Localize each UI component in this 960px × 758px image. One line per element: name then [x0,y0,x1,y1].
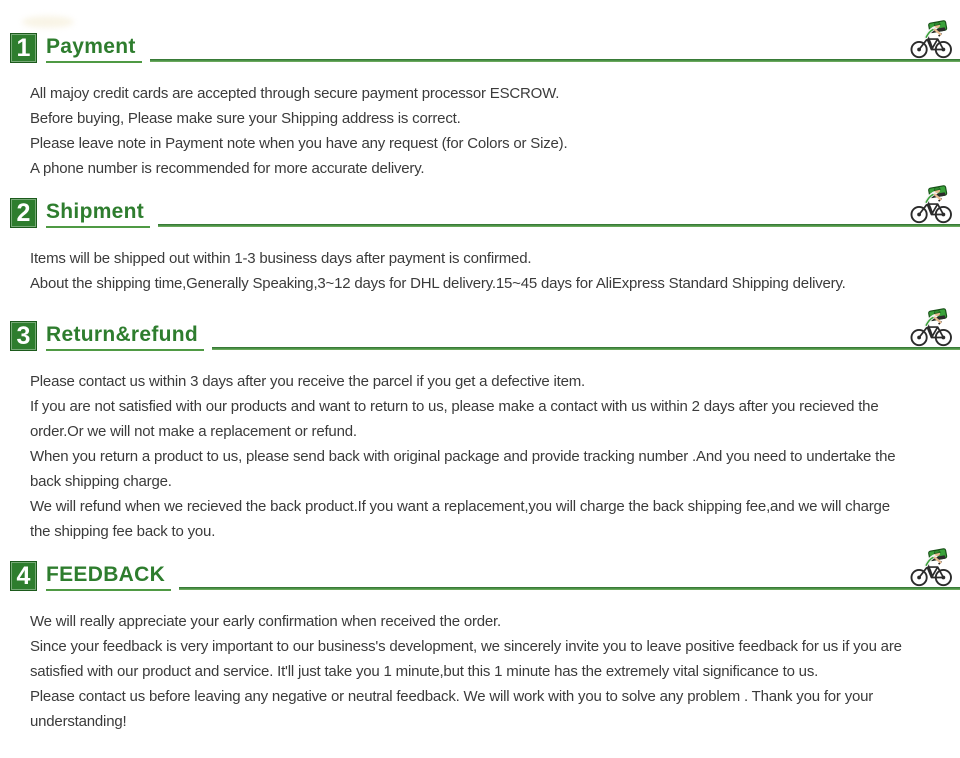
section-divider-rule [179,587,960,590]
section-number-badge: 1 [10,33,37,63]
section-title: Payment [46,35,142,63]
section-return-refund-header [0,321,960,351]
policy-line: Before buying, Please make sure your Shipping address is correct. [30,110,461,127]
policy-line: Since your feedback is very important to our business's development, we sincerely invite you to leave positive feedback for us if you are satisfied with our product and service. It'll just take you 1 minute,but this 1 minute has the extremely vital significance to us. [30,638,902,680]
policy-line: We will refund when we recieved the back product.If you want a replacement,you will charge the back shipping fee,and we will charge the shipping fee back to you. [30,498,890,540]
watermark-smudge [22,16,74,28]
policy-line: About the shipping time,Generally Speaking,3~12 days for DHL delivery.15~45 days for AliExpress Standard Shipping delivery. [30,275,846,292]
cyclist-icon [907,308,955,348]
section-payment [0,33,960,181]
policy-line: Please contact us within 3 days after you receive the parcel if you get a defective item. [30,373,586,390]
policy-line: A phone number is recommended for more accurate delivery. [30,160,425,177]
section-title: FEEDBACK [46,563,171,591]
policy-line: Please leave note in Payment note when you have any request (for Colors or Size). [30,135,568,152]
section-payment-header [0,33,960,63]
section-feedback [0,561,960,734]
section-number-badge: 2 [10,198,37,228]
section-shipment-body [0,228,960,296]
section-title: Shipment [46,200,150,228]
policy-line: If you are not satisfied with our products and want to return to us, please make a contact with us within 2 days after you recieved the order.Or we will not make a replacement or refund. [30,398,879,440]
section-divider-rule [150,59,960,62]
section-feedback-header [0,561,960,591]
policy-line: When you return a product to us, please send back with original package and provide tracking number .And you need to undertake the back shipping charge. [30,448,896,490]
policy-line: All majoy credit cards are accepted through secure payment processor ESCROW. [30,85,560,102]
section-number-badge: 3 [10,321,37,351]
section-number-badge: 4 [10,561,37,591]
policy-line: Please contact us before leaving any negative or neutral feedback. We will work with you to solve any problem . Thank you for your understanding! [30,688,874,730]
cyclist-icon [907,548,955,588]
section-title: Return&refund [46,323,204,351]
section-divider-rule [158,224,960,227]
section-shipment-header [0,198,960,228]
section-payment-body [0,63,960,181]
section-shipment [0,198,960,296]
section-divider-rule [212,347,960,350]
cyclist-icon [907,185,955,225]
section-feedback-body [0,591,960,734]
section-return-refund [0,321,960,544]
section-return-refund-body [0,351,960,544]
policy-line: Items will be shipped out within 1-3 business days after payment is confirmed. [30,250,532,267]
cyclist-icon [907,20,955,60]
policy-line: We will really appreciate your early confirmation when received the order. [30,613,501,630]
